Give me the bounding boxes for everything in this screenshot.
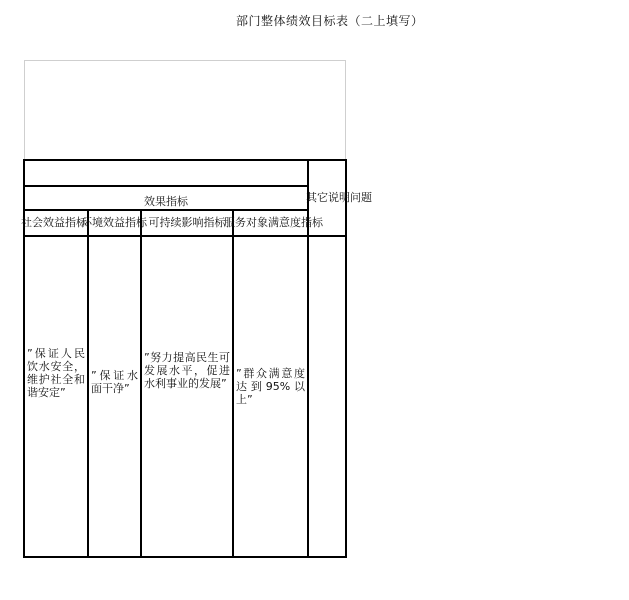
col-header-label: 服务对象满意度指标	[224, 216, 323, 229]
cell-value: ”努力提高民生可发展水平，促进水利事业的发展”	[144, 351, 230, 390]
col-header-environment	[81, 209, 147, 237]
body-cell-satisfaction	[232, 235, 309, 558]
col-header-label: 社会效益指标	[21, 216, 87, 229]
col-header-sustainable	[140, 209, 234, 237]
body-cell-environment	[87, 235, 142, 558]
other-header-label: 其它说明问题	[306, 191, 372, 204]
col-header-label: 可持续影响指标	[148, 216, 226, 229]
table-top-row	[23, 159, 309, 187]
col-header-satisfaction	[224, 209, 323, 237]
document-title: 部门整体绩效目标表（二上填写）	[236, 14, 424, 28]
effect-header-cell	[23, 185, 309, 211]
body-cell-other	[307, 235, 347, 558]
body-cell-social	[23, 235, 89, 558]
body-cell-sustainable	[140, 235, 234, 558]
col-header-label: 环境效益指标	[81, 216, 147, 229]
cell-value: ”保证人民饮水安全，维护社全和谐安定”	[27, 347, 85, 399]
performance-table	[21, 159, 372, 558]
effect-header-label: 效果指标	[144, 195, 188, 208]
col-header-social	[23, 209, 89, 237]
cell-value: ”保证水面干净”	[91, 369, 138, 395]
blank-header-area	[24, 60, 346, 160]
cell-value: ”群众满意度达到95%以上”	[236, 367, 305, 406]
